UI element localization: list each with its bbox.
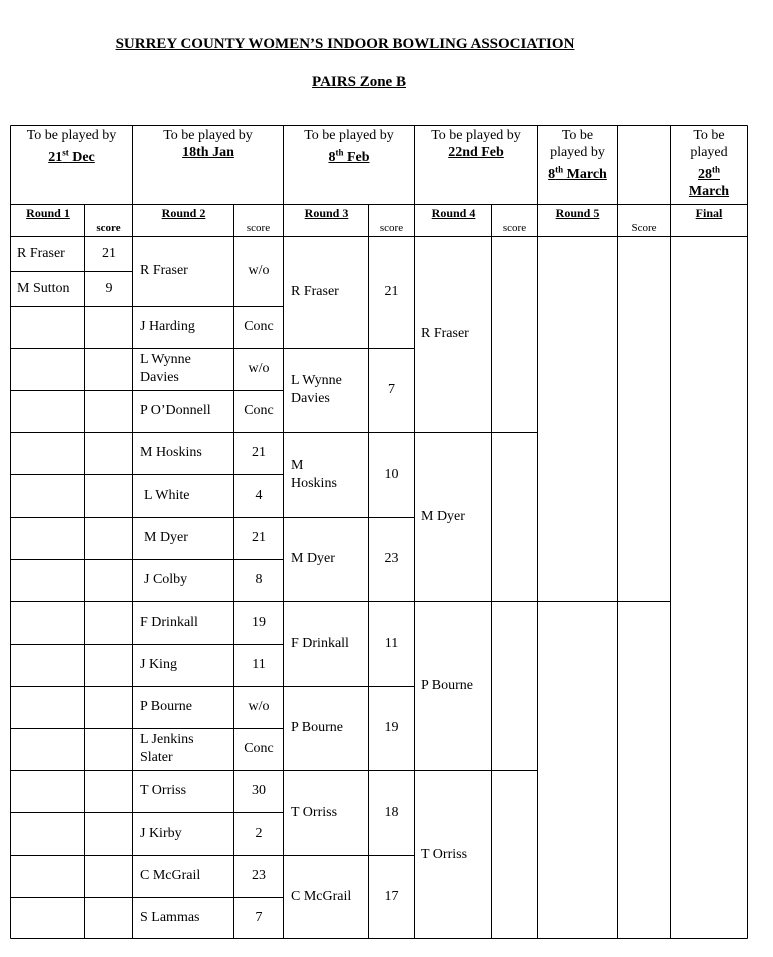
round2-score: 19 bbox=[252, 614, 266, 630]
round2-score: Conc bbox=[244, 319, 274, 334]
round2-player: T Orriss bbox=[140, 783, 187, 798]
header-round1-deadline bbox=[11, 127, 132, 166]
header-date: 18th Jan bbox=[182, 145, 234, 160]
round2-player: L Wynne Davies bbox=[140, 352, 191, 385]
round2-player: P O’Donnell bbox=[140, 403, 211, 418]
round4-label: Round 4 bbox=[431, 206, 476, 220]
round2-player: C McGrail bbox=[140, 868, 201, 883]
round3-player: C McGrail bbox=[291, 889, 352, 904]
round2-score: w/o bbox=[248, 699, 270, 714]
round2-player: J Harding bbox=[140, 319, 195, 334]
round2-score: 2 bbox=[255, 825, 263, 841]
round1-player: R Fraser bbox=[17, 245, 65, 261]
round3-score: 11 bbox=[384, 635, 399, 651]
round5-label: Round 5 bbox=[555, 206, 600, 220]
round4-player: T Orriss bbox=[421, 846, 468, 862]
round2-score-label: score bbox=[246, 222, 271, 234]
header-month: March bbox=[688, 183, 730, 199]
round3-player: F Drinkall bbox=[291, 635, 349, 651]
round2-score: 4 bbox=[255, 487, 263, 503]
round2-player: L Jenkins Slater bbox=[140, 732, 194, 765]
round2-player: J Kirby bbox=[140, 825, 182, 841]
round3-score: 21 bbox=[384, 284, 399, 299]
header-line: To be bbox=[561, 128, 594, 143]
round2-score: 23 bbox=[252, 868, 266, 883]
round2-score: w/o bbox=[248, 263, 270, 278]
header-month: Feb bbox=[343, 149, 370, 165]
header-date bbox=[548, 164, 607, 182]
round2-player: L White bbox=[144, 487, 190, 503]
round1-score: 9 bbox=[105, 280, 113, 296]
header-day: 8 bbox=[328, 149, 336, 165]
round2-player: S Lammas bbox=[140, 910, 200, 925]
round3-score: 18 bbox=[384, 804, 399, 820]
round2-player: F Drinkall bbox=[140, 614, 198, 630]
header-ordinal: th bbox=[711, 164, 720, 174]
header-final-deadline bbox=[671, 127, 747, 200]
round3-player: P Bourne bbox=[291, 720, 343, 735]
round2-score: Conc bbox=[244, 403, 274, 418]
round2-score: 21 bbox=[252, 445, 266, 460]
round2-score: 7 bbox=[255, 910, 263, 925]
round1-label: Round 1 bbox=[26, 206, 70, 220]
header-month: March bbox=[563, 166, 607, 182]
header-line: To be played by bbox=[304, 128, 394, 143]
round3-player: L Wynne Davies bbox=[291, 373, 342, 406]
round2-player: J Colby bbox=[144, 572, 188, 587]
header-line: To be bbox=[693, 128, 725, 143]
final-label: Final bbox=[695, 206, 723, 220]
round5-score-label: Score bbox=[631, 222, 657, 234]
round4-player: M Dyer bbox=[421, 508, 465, 524]
header-line: To be played by bbox=[26, 128, 117, 143]
header-ordinal: st bbox=[62, 147, 69, 157]
round2-player: P Bourne bbox=[140, 699, 192, 714]
header-date bbox=[688, 164, 730, 199]
round3-score-label: score bbox=[379, 222, 404, 234]
round3-score: 7 bbox=[388, 382, 395, 397]
document-title: SURREY COUNTY WOMEN’S INDOOR BOWLING ASSOCIATION bbox=[115, 36, 575, 52]
round2-score: 11 bbox=[252, 657, 266, 672]
round3-score: 10 bbox=[384, 466, 399, 482]
round2-player: M Hoskins bbox=[140, 445, 202, 460]
header-round3-deadline bbox=[284, 127, 414, 166]
header-day: 21 bbox=[48, 149, 63, 165]
round3-label: Round 3 bbox=[304, 206, 349, 220]
document-subtitle: PAIRS Zone B bbox=[312, 74, 406, 90]
round1-player: M Sutton bbox=[17, 280, 70, 296]
round2-score: Conc bbox=[244, 741, 274, 756]
round2-score: 21 bbox=[252, 530, 266, 545]
header-ordinal: th bbox=[555, 164, 564, 174]
header-line: To be played by bbox=[163, 128, 253, 143]
header-round5-deadline bbox=[538, 127, 617, 183]
header-date bbox=[48, 147, 95, 165]
round2-score: 30 bbox=[252, 783, 266, 798]
round3-score: 23 bbox=[384, 551, 399, 566]
header-date bbox=[328, 147, 370, 165]
round3-player: T Orriss bbox=[291, 804, 338, 820]
round2-player: R Fraser bbox=[140, 263, 188, 278]
header-line: To be played by bbox=[431, 128, 521, 143]
round3-score: 19 bbox=[384, 720, 399, 735]
header-day: 8 bbox=[548, 166, 556, 182]
round3-player: M Hoskins bbox=[291, 457, 337, 491]
round2-score: 8 bbox=[255, 572, 263, 587]
header-date: 22nd Feb bbox=[448, 145, 504, 160]
round4-score-label: score bbox=[502, 222, 527, 234]
round2-player: M Dyer bbox=[144, 530, 188, 545]
round3-player: M Dyer bbox=[291, 551, 335, 566]
header-day: 28 bbox=[697, 166, 712, 182]
header-round2-deadline bbox=[133, 127, 283, 161]
round2-score: w/o bbox=[248, 361, 270, 376]
round3-score: 17 bbox=[384, 889, 399, 904]
round1-score-label: score bbox=[96, 222, 121, 234]
header-month: Dec bbox=[68, 149, 95, 165]
round1-score: 21 bbox=[102, 245, 116, 261]
round4-player: P Bourne bbox=[421, 677, 473, 693]
header-round4-deadline bbox=[415, 127, 537, 161]
round2-label: Round 2 bbox=[161, 206, 206, 220]
round4-player: R Fraser bbox=[421, 326, 469, 341]
round3-player: R Fraser bbox=[291, 284, 339, 299]
header-line: played by bbox=[550, 145, 605, 160]
header-ordinal: th bbox=[335, 147, 344, 157]
round2-player: J King bbox=[140, 657, 177, 672]
header-line: played bbox=[690, 145, 728, 160]
